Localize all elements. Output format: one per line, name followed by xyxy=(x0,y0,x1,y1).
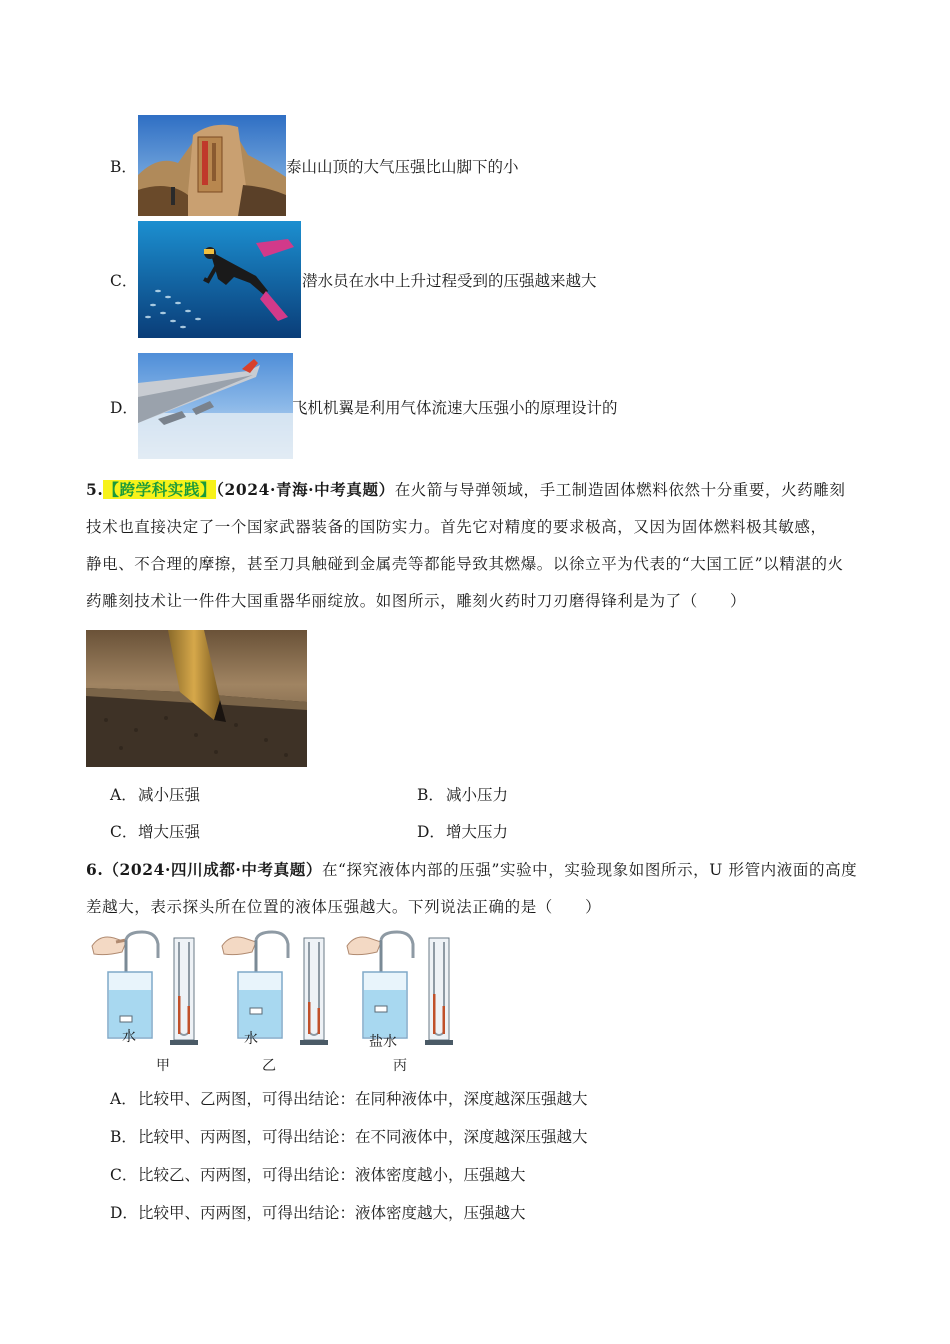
option-text: 减小压力 xyxy=(446,786,509,804)
option-letter: D． xyxy=(110,399,138,417)
option-letter: C． xyxy=(110,272,138,290)
q5-stem-line: 5.【跨学科实践】（2024·青海·中考真题）在火箭与导弹领域，手工制造固体燃料依然十分重要，火药雕刻 xyxy=(86,480,846,499)
panel-caption: 甲 xyxy=(156,1058,170,1074)
pressure-experiment-figure xyxy=(86,928,466,1078)
liquid-label: 盐水 xyxy=(369,1034,397,1050)
panel-caption: 乙 xyxy=(262,1058,276,1074)
question-number: 6. xyxy=(86,860,104,879)
option-letter: A． xyxy=(110,786,137,804)
q5-stem xyxy=(86,471,876,620)
option-letter: B． xyxy=(110,158,137,176)
experiment-panel-yi xyxy=(216,928,346,1078)
beaker-u-tube-icon xyxy=(86,928,216,1053)
panel-caption: 丙 xyxy=(393,1058,407,1074)
option-text: 潜水员在水中上升过程受到的压强越来越大 xyxy=(302,272,597,290)
option-text: 泰山山顶的大气压强比山脚下的小 xyxy=(286,158,519,176)
subject-tag: 【跨学科实践】 xyxy=(103,480,217,499)
scuba-diver-photo xyxy=(138,221,301,338)
q6-stem-line: 差越大，表示探头所在位置的液体压强越大。下列说法正确的是（ ） xyxy=(86,898,602,916)
option-letter: C． xyxy=(110,1166,138,1184)
option-text: 比较甲、丙两图，可得出结论：在不同液体中，深度越深压强越大 xyxy=(138,1128,588,1146)
question-source: （2024·四川成都·中考真题） xyxy=(103,860,322,879)
experiment-panel-bing xyxy=(341,928,471,1078)
q5-stem-line: 药雕刻技术让一件件大国重器华丽绽放。如图所示，雕刻火药时刀刃磨得锋利是为了（ ） xyxy=(86,592,747,610)
experiment-panel-jia xyxy=(86,928,216,1078)
option-letter: B． xyxy=(110,1128,137,1146)
beaker-u-tube-icon xyxy=(341,928,471,1053)
q6-stem xyxy=(86,851,876,926)
q5-stem-line: 技术也直接决定了一个国家武器装备的国防实力。首先它对精度的要求极高，又因为固体燃料极其敏感， xyxy=(86,518,827,536)
option-letter: D． xyxy=(110,1204,138,1222)
option-letter: A． xyxy=(110,1090,137,1108)
option-text: 减小压强 xyxy=(138,786,201,804)
question-source: （2024·青海·中考真题） xyxy=(216,480,395,499)
liquid-label: 水 xyxy=(244,1031,258,1047)
option-text: 飞机机翼是利用气体流速大压强小的原理设计的 xyxy=(292,399,618,417)
option-text: 比较甲、丙两图，可得出结论：液体密度越大，压强越大 xyxy=(138,1204,526,1222)
option-text: 比较乙、丙两图，可得出结论：液体密度越小，压强越大 xyxy=(138,1166,526,1184)
option-text: 增大压力 xyxy=(446,823,509,841)
liquid-label: 水 xyxy=(122,1029,136,1045)
beaker-u-tube-icon xyxy=(216,928,346,1053)
mountain-rock-photo xyxy=(138,115,286,216)
q6-stem-line: 6.（2024·四川成都·中考真题）在“探究液体内部的压强”实验中，实验现象如图所示，U 形管内液面的高度 xyxy=(86,860,858,879)
blade-carving-propellant-photo xyxy=(86,630,307,767)
airplane-wing-photo xyxy=(138,353,293,459)
option-letter: B． xyxy=(417,786,444,804)
option-text: 比较甲、乙两图，可得出结论：在同种液体中，深度越深压强越大 xyxy=(138,1090,588,1108)
q5-stem-line: 静电、不合理的摩擦，甚至刀具触碰到金属壳等都能导致其燃爆。以徐立平为代表的“大国工匠”以精湛的火 xyxy=(86,555,844,573)
option-letter: C． xyxy=(110,823,138,841)
question-number: 5. xyxy=(86,480,104,499)
option-text: 增大压强 xyxy=(138,823,201,841)
option-letter: D． xyxy=(417,823,445,841)
